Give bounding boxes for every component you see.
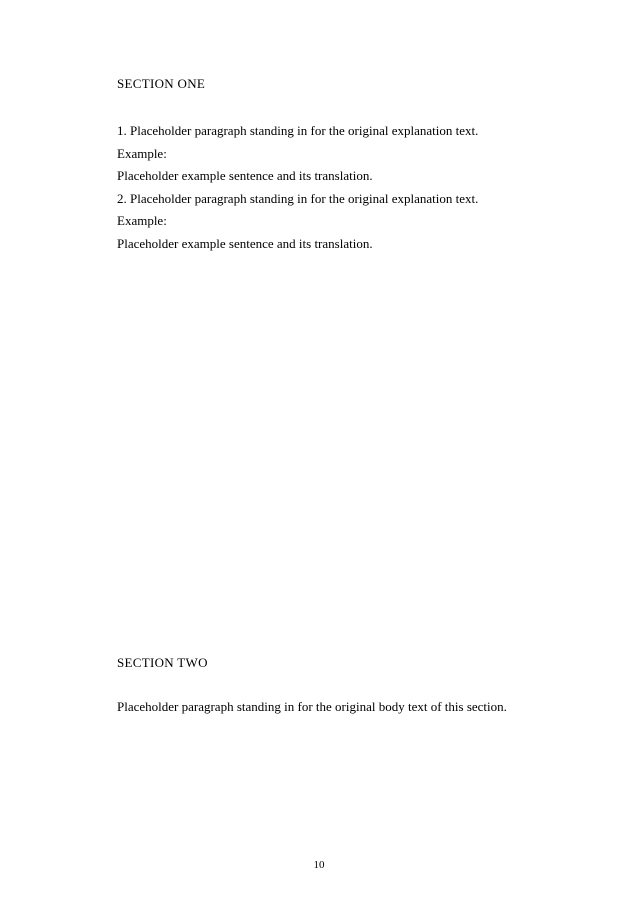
paragraph-line: 2. Placeholder paragraph standing in for the original explanation text.: [117, 190, 479, 206]
example-line: Placeholder example sentence and its translation.: [117, 235, 373, 251]
section-heading: SECTION TWO: [117, 655, 208, 670]
page-number: 10: [313, 859, 325, 871]
example-label: Example:: [117, 213, 167, 228]
section-body: Placeholder paragraph standing in for the original body text of this section.: [117, 699, 507, 714]
example-label: Example:: [117, 145, 167, 161]
section-heading: SECTION ONE: [117, 76, 206, 91]
section-body: [117, 120, 543, 255]
example-line: Placeholder example sentence and its translation.: [117, 168, 373, 183]
paragraph-line: 1. Placeholder paragraph standing in for the original explanation text.: [117, 123, 479, 138]
